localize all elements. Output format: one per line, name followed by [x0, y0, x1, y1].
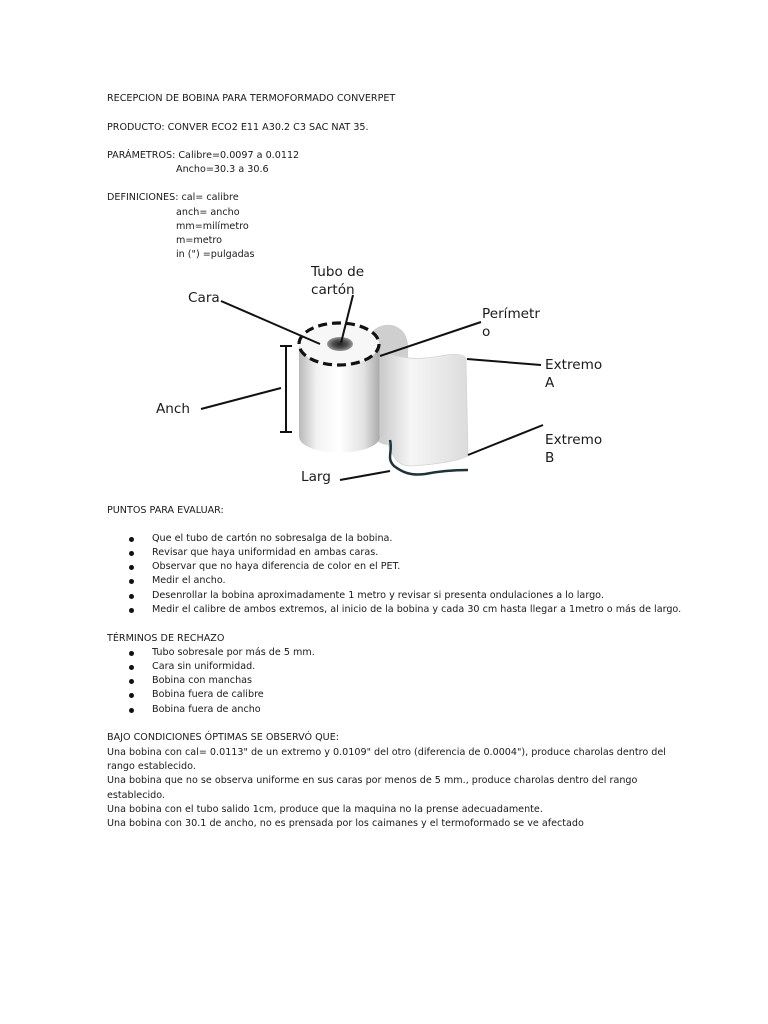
label-tubo-carton: Tubo de cartón: [311, 264, 365, 298]
pointer-larg: [340, 471, 390, 480]
definitions-line: DEFINICIONES: cal= calibre: [107, 192, 239, 203]
rechazo-item: Tubo sobresale por más de 5 mm.: [152, 647, 315, 658]
bullet-icon: [129, 693, 134, 698]
evaluar-item: Que el tubo de cartón no sobresalga de la bobina.: [152, 533, 393, 544]
observacion-line: Una bobina que no se observa uniforme en sus caras por menos de 5 mm., produce charolas dentro del rango: [107, 775, 638, 786]
label-anch: Anch: [156, 401, 191, 417]
observacion-line: Una bobina con cal= 0.0113" de un extremo y 0.0109" del otro (diferencia de 0.0004"), produce charolas dentro del: [107, 747, 666, 758]
label-larg: Larg: [301, 469, 331, 485]
bullet-icon: [129, 594, 134, 599]
definition-item: m=metro: [176, 235, 222, 246]
bullet-icon: [129, 679, 134, 684]
evaluar-item: Medir el ancho.: [152, 575, 226, 586]
evaluar-heading: PUNTOS PARA EVALUAR:: [107, 505, 224, 516]
observacion-line: Una bobina con 30.1 de ancho, no es prensada por los caimanes y el termoformado se ve afectado: [107, 818, 584, 829]
evaluar-item: Observar que no haya diferencia de color en el PET.: [152, 561, 401, 572]
observacion-line: rango establecido.: [107, 761, 196, 772]
definition-item: mm=milímetro: [176, 221, 249, 232]
bullet-icon: [129, 708, 134, 713]
bullet-icon: [129, 537, 134, 542]
observaciones-heading: BAJO CONDICIONES ÓPTIMAS SE OBSERVÓ QUE:: [107, 732, 340, 743]
pointer-extremo-a: [467, 359, 541, 365]
bullet-icon: [129, 551, 134, 556]
label-cara: Cara: [188, 290, 220, 306]
cardboard-tube-core: [327, 337, 353, 351]
bullet-icon: [129, 608, 134, 613]
rechazo-heading: TÉRMINOS DE RECHAZO: [107, 633, 225, 644]
definition-item: anch= ancho: [176, 207, 240, 218]
pointer-cara: [221, 301, 320, 344]
product-line: PRODUCTO: CONVER ECO2 E11 A30.2 C3 SAC NAT 35.: [107, 122, 369, 133]
rechazo-item: Bobina fuera de calibre: [152, 689, 264, 700]
bullet-icon: [129, 579, 134, 584]
rechazo-item: Bobina con manchas: [152, 675, 253, 686]
parameters-line: PARÁMETROS: Calibre=0.0097 a 0.0112: [107, 150, 300, 161]
parameters-width: Ancho=30.3 a 30.6: [176, 164, 269, 175]
evaluar-item: Revisar que haya uniformidad en ambas caras.: [152, 547, 379, 558]
label-perimetro: Perímetr o: [482, 306, 540, 340]
evaluar-item: Desenrollar la bobina aproximadamente 1 metro y revisar si presenta ondulaciones a lo largo.: [152, 590, 604, 601]
pointer-anch: [201, 388, 281, 409]
roll-sheet: [380, 352, 468, 466]
pointer-extremo-b: [468, 425, 543, 455]
label-extremo-a: Extremo A: [545, 357, 603, 391]
document-title: RECEPCION DE BOBINA PARA TERMOFORMADO CONVERPET: [107, 93, 396, 104]
definition-item: in (") =pulgadas: [176, 249, 255, 260]
bullet-icon: [129, 651, 134, 656]
bullet-icon: [129, 565, 134, 570]
evaluar-item: Medir el calibre de ambos extremos, al inicio de la bobina y cada 30 cm hasta llegar a 1metro o más de largo.: [152, 604, 682, 615]
rechazo-item: Bobina fuera de ancho: [152, 704, 261, 715]
rechazo-item: Cara sin uniformidad.: [152, 661, 256, 672]
bullet-icon: [129, 665, 134, 670]
observacion-line: Una bobina con el tubo salido 1cm, produce que la maquina no la prense adecuadamente.: [107, 804, 543, 815]
label-extremo-b: Extremo B: [545, 432, 603, 466]
observacion-line: establecido.: [107, 790, 165, 801]
